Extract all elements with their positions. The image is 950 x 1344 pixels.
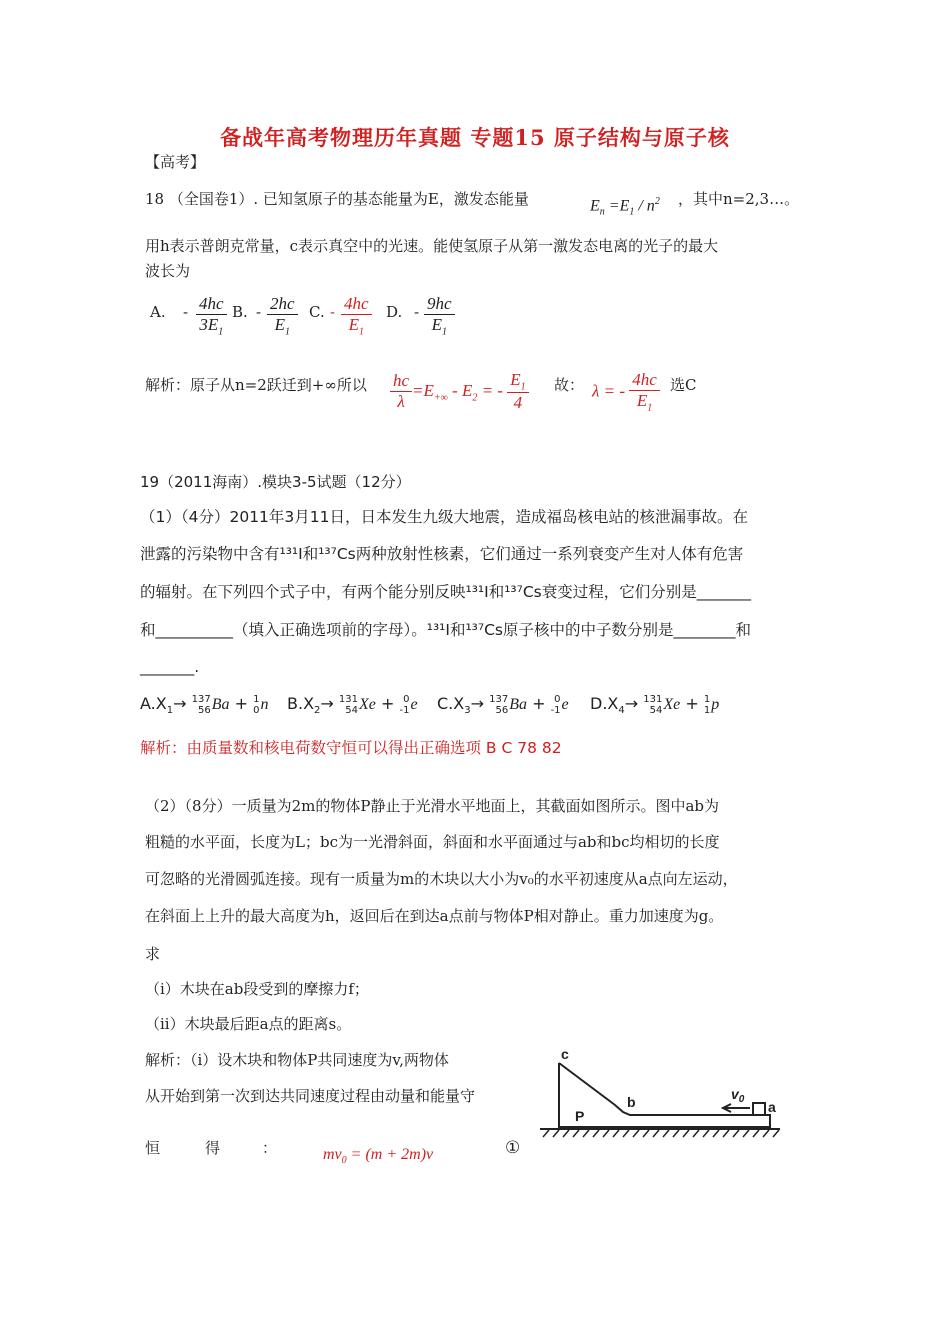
q19-eq-d: $D.X_4\to$ 131 54 Xe + 1 1 p xyxy=(590,693,720,717)
page-title: 备战年高考物理历年真题 专题15 原子结构与原子核 xyxy=(220,125,730,150)
q18-analysis-choice: 选C xyxy=(670,376,697,394)
q19-solution-line3c: ： xyxy=(262,1139,278,1157)
q19-equation-1: $mv_0 = (m + 2m)v$ xyxy=(323,1146,434,1167)
q19-analysis1: 解析：由质量数和核电荷数守恒可以得出正确选项 B C 78 82 xyxy=(140,739,562,757)
label-v0: $v_0$ xyxy=(731,1086,745,1105)
q18-option-b-minus: - xyxy=(256,303,262,321)
q19-equation-1-mark: ① xyxy=(505,1138,521,1158)
q19-solution-line1: 解析：（i）设木块和物体P共同速度为v,两物体 xyxy=(145,1051,449,1069)
q18-analysis-prefix: 解析：原子从n=2跃迁到+∞所以 xyxy=(145,376,367,394)
q18-option-c-frac: $\frac{4hc}{E_1}$ xyxy=(341,294,372,337)
q19-p1-line1: （1）（4分）2011年3月11日，日本发生九级大地震，造成福岛核电站的核泄漏事故。在 xyxy=(140,508,749,526)
q19-eq-b: $B.X_2\to$ 131 54 Xe + 0 -1 e xyxy=(287,693,418,717)
section-label: 【高考】 xyxy=(145,153,206,171)
q19-p2-line3: 可忽略的光滑圆弧连接。现有一质量为m的木块以大小为v₀的水平初速度从a点向左运动， xyxy=(145,870,738,888)
label-a: a xyxy=(768,1099,776,1115)
q19-p1-line2: 泄露的污染物中含有¹³¹I和¹³⁷Cs两种放射性核素，它们通过一系列衰变产生对人体有危害 xyxy=(140,545,744,563)
q18-analysis-gu: 故： xyxy=(554,376,585,394)
q18-line1-tail: ，其中n=2,3…。 xyxy=(678,190,800,208)
q18-line1 xyxy=(145,187,529,211)
q18-option-b-frac: $\frac{2hc}{E_1}$ xyxy=(267,294,298,337)
q18-analysis-formula: $\frac{hc}{\lambda}$ $=E_{+\infty} - E_2$ = - $\frac{E_1}{4}$ xyxy=(390,370,529,413)
q18-line2: 用h表示普朗克常量，c表示真空中的光速。能使氢原子从第一激发态电离的光子的最大 xyxy=(145,237,719,255)
q19-eq-c: $C.X_3\to$ 137 56 Ba + 0 -1 e xyxy=(437,693,569,717)
q18-option-a-minus: - xyxy=(183,303,189,321)
q19-solution-line3a: 恒 xyxy=(145,1139,161,1157)
q18-energy-formula: $E_n =E_1 / n^2$ xyxy=(590,196,660,218)
incline-block-figure xyxy=(535,1045,785,1140)
q18-option-a-label: A. xyxy=(150,303,166,321)
label-c: c xyxy=(561,1046,569,1062)
q18-option-d-label: D. xyxy=(386,303,403,321)
q19-header: 19（2011海南）.模块3-5试题（12分） xyxy=(140,473,411,491)
label-b: b xyxy=(627,1094,636,1110)
q19-p1-line4: 和__________（填入正确选项前的字母）。¹³¹I和¹³⁷Cs原子核中的中子数分别是________和 xyxy=(140,621,752,639)
q18-option-c-label: C. xyxy=(309,303,325,321)
q18-option-c-minus: - xyxy=(330,303,336,321)
q18-text: 18 （全国卷1）. 已知氢原子的基态能量为E，激发态能量 xyxy=(145,190,529,208)
q18-analysis-lambda: λ = - $\frac{4hc}{E_1}$ xyxy=(592,370,660,413)
q19-p2-item-i: （i）木块在ab段受到的摩擦力f； xyxy=(145,980,369,998)
q19-p2-item-ii: （ii）木块最后距a点的距离s。 xyxy=(145,1015,352,1033)
q19-p2-line5: 求 xyxy=(145,945,161,963)
q18-option-d-frac: $\frac{9hc}{E_1}$ xyxy=(424,294,455,337)
ground-hatch xyxy=(543,1130,779,1137)
q18-option-d-minus: - xyxy=(414,303,420,321)
q19-p1-line5: _______. xyxy=(140,658,200,676)
q19-p2-line4: 在斜面上上升的最大高度为h，返回后在到达a点前与物体P相对静止。重力加速度为g。 xyxy=(145,907,724,925)
q19-p1-line3: 的辐射。在下列四个式子中，有两个能分别反映¹³¹I和¹³⁷Cs衰变过程，它们分别是_______ xyxy=(140,583,752,601)
q18-option-a-frac: $\frac{4hc}{3E_1}$ xyxy=(196,294,227,337)
block xyxy=(753,1103,765,1115)
q19-eq-a: $A.X_1\to$ 137 56 Ba + 1 0 n xyxy=(140,693,269,717)
label-p: P xyxy=(575,1108,585,1124)
q19-p2-line2: 粗糙的水平面，长度为L；bc为一光滑斜面，斜面和水平面通过与ab和bc均相切的长度 xyxy=(145,833,720,851)
q18-an-frac2: $\frac{E_1}{4}$ xyxy=(507,370,528,413)
q18-option-b-label: B. xyxy=(232,303,248,321)
q19-solution-line2: 从开始到第一次到达共同速度过程由动量和能量守 xyxy=(145,1087,476,1105)
q18-an-frac1: $\frac{hc}{\lambda}$ xyxy=(390,371,412,412)
q19-p2-line1: （2）（8分）一质量为2m的物体P静止于光滑水平地面上，其截面如图所示。图中ab为 xyxy=(145,797,719,815)
q19-solution-line3b: 得 xyxy=(205,1139,221,1157)
q18-line3: 波长为 xyxy=(145,262,191,280)
